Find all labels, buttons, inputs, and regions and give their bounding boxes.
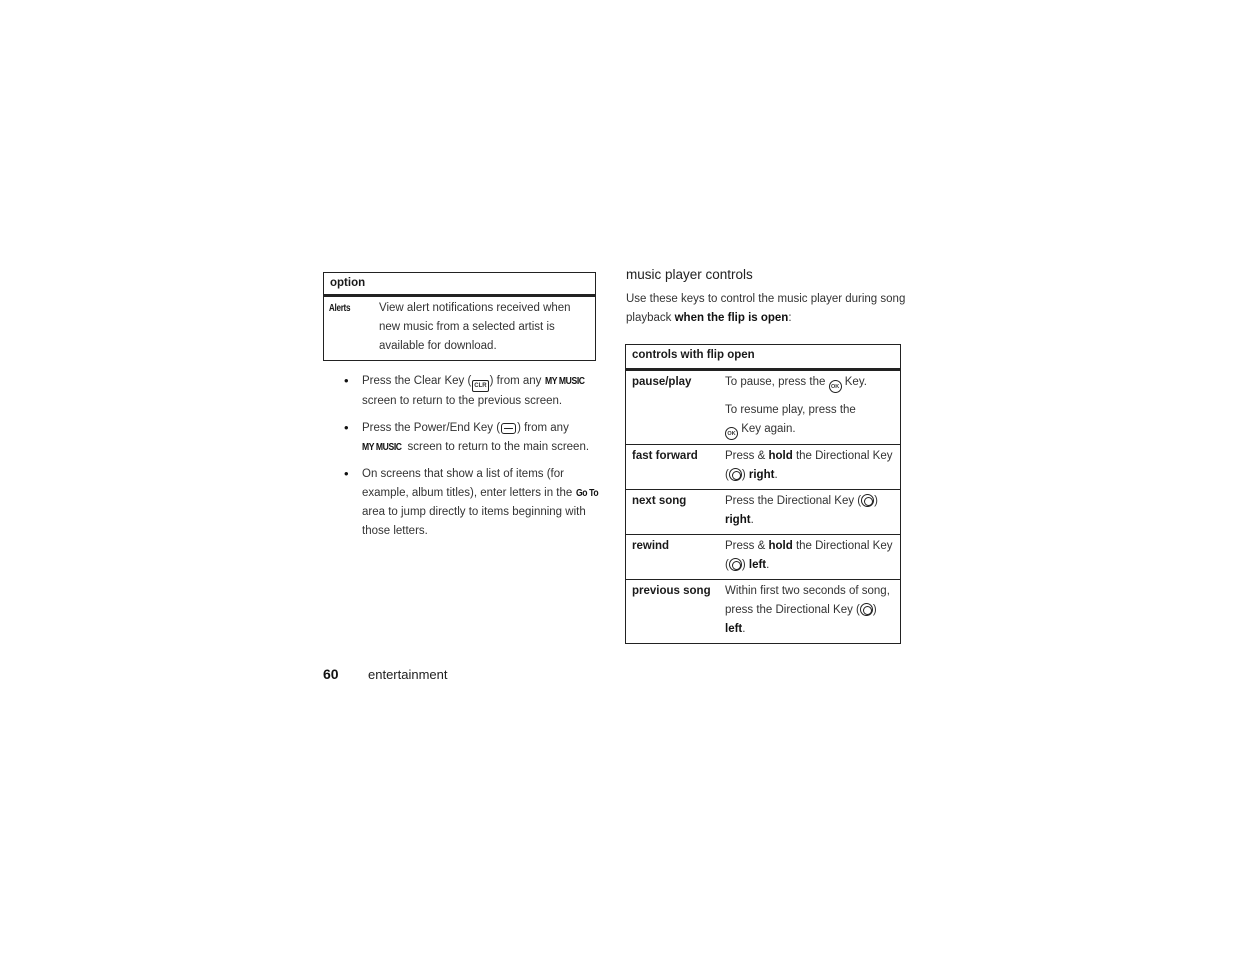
control-name: rewind <box>632 540 670 552</box>
option-row-alerts <box>324 297 595 360</box>
table-row <box>626 371 900 444</box>
directional-key-icon <box>861 494 874 507</box>
list-item: • Press the Power/End Key ( ) from any MY MUSIC screen to return to the main screen. <box>344 419 604 457</box>
section-title: music player controls <box>626 267 753 282</box>
bullet-icon: • <box>344 420 349 435</box>
control-name: fast forward <box>632 450 698 462</box>
go-to-label: Go To <box>575 487 598 499</box>
footer-section-name: entertainment <box>368 667 448 682</box>
control-name: next song <box>632 495 687 507</box>
menu-name: MY MUSIC <box>544 375 585 387</box>
table-row <box>626 444 900 489</box>
controls-table <box>625 344 901 644</box>
controls-table-header: controls with flip open <box>626 345 900 371</box>
control-name: previous song <box>632 585 711 597</box>
list-item: • On screens that show a list of items (for example, album titles), enter letters in the Go To area to jump directly to items beginning with those letters. <box>344 466 598 537</box>
control-name: pause/play <box>632 376 692 388</box>
tips-list <box>344 372 604 549</box>
clear-key-icon: CLR <box>472 380 488 392</box>
directional-key-icon <box>729 558 742 571</box>
bullet-icon: • <box>344 373 349 388</box>
list-item: • Press the Clear Key ( CLR ) from any MY MUSIC screen to return to the previous screen. <box>344 373 585 407</box>
directional-key-icon <box>860 603 873 616</box>
option-table <box>323 272 596 361</box>
option-table-header: option <box>324 273 595 297</box>
ok-key-icon: OK <box>725 427 738 440</box>
section-intro: Use these keys to control the music player during song playback when the flip is open: <box>626 293 906 324</box>
bullet-icon: • <box>344 466 349 481</box>
control-description: Press the Directional Key ( ) right. <box>725 495 878 526</box>
ok-key-icon: OK <box>829 380 842 393</box>
page-number: 60 <box>323 666 339 682</box>
table-row <box>626 534 900 579</box>
directional-key-icon <box>729 468 742 481</box>
control-description: Press & hold the Directional Key ( ) left. <box>725 540 893 571</box>
menu-name: MY MUSIC <box>362 441 402 453</box>
control-description: To pause, press the OK Key. To resume play, press the OK Key again. <box>725 373 895 440</box>
table-row <box>626 579 900 643</box>
control-description: Press & hold the Directional Key ( ) right. <box>725 450 893 481</box>
option-name: Alerts <box>328 303 351 314</box>
power-end-key-icon <box>501 423 516 434</box>
control-description: Within first two seconds of song, press the Directional Key ( ) left. <box>725 585 890 635</box>
table-row <box>626 489 900 534</box>
option-description: View alert notifications received when new music from a selected artist is available for download. <box>379 302 571 352</box>
